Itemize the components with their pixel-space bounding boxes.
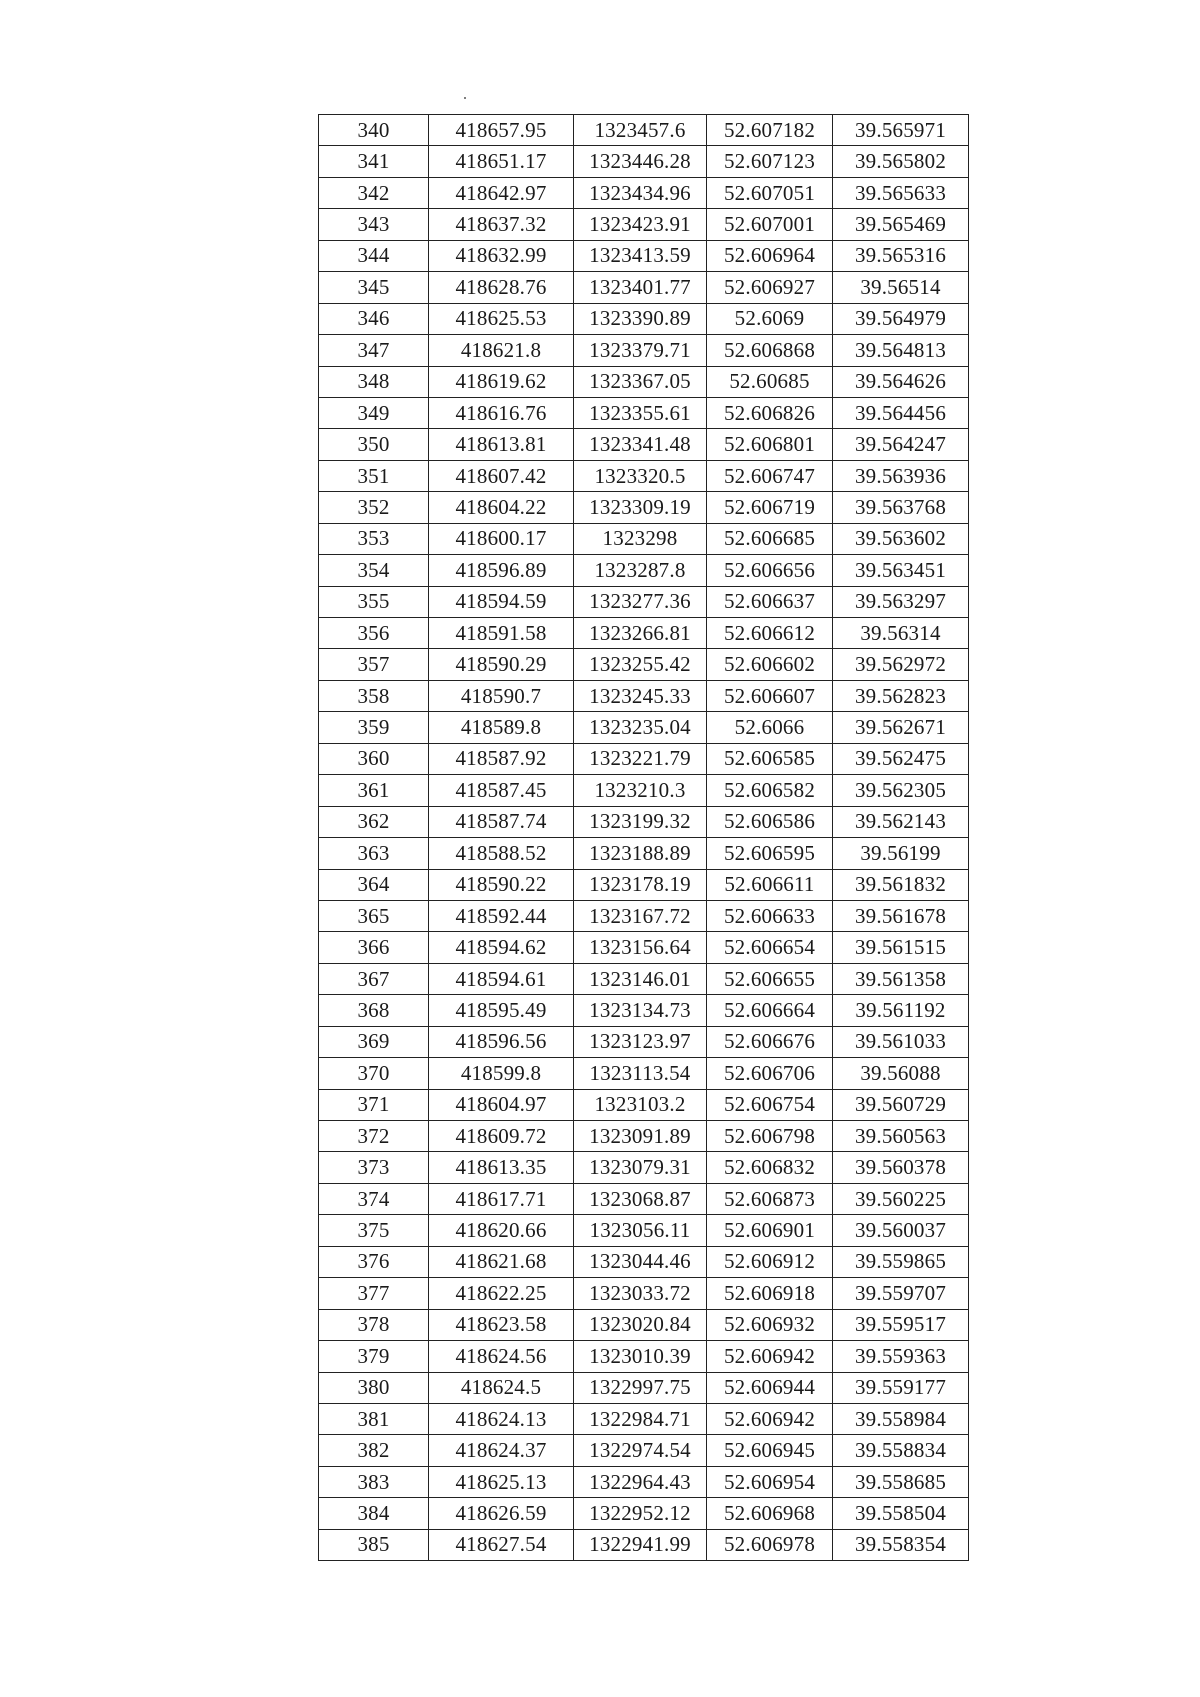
latitude-cell: 52.607001 [707, 209, 833, 240]
table-row [319, 1466, 969, 1497]
point-number-cell: 343 [319, 209, 429, 240]
latitude-cell: 52.607051 [707, 177, 833, 208]
point-number-cell: 353 [319, 523, 429, 554]
latitude-cell: 52.606602 [707, 649, 833, 680]
coordinates-table [318, 114, 969, 1561]
x-coordinate-cell: 418627.54 [429, 1529, 574, 1560]
point-number-cell: 384 [319, 1498, 429, 1529]
table-row [319, 1121, 969, 1152]
y-coordinate-cell: 1322941.99 [574, 1529, 707, 1560]
x-coordinate-cell: 418620.66 [429, 1215, 574, 1246]
latitude-cell: 52.606901 [707, 1215, 833, 1246]
latitude-cell: 52.606918 [707, 1278, 833, 1309]
table-row [319, 806, 969, 837]
latitude-cell: 52.606637 [707, 586, 833, 617]
table-row [319, 1089, 969, 1120]
latitude-cell: 52.606868 [707, 335, 833, 366]
y-coordinate-cell: 1323320.5 [574, 460, 707, 491]
longitude-cell: 39.562972 [833, 649, 969, 680]
table-row [319, 649, 969, 680]
table-row [319, 1498, 969, 1529]
x-coordinate-cell: 418594.59 [429, 586, 574, 617]
point-number-cell: 356 [319, 618, 429, 649]
table-row [319, 115, 969, 146]
y-coordinate-cell: 1323103.2 [574, 1089, 707, 1120]
y-coordinate-cell: 1323355.61 [574, 397, 707, 428]
y-coordinate-cell: 1323277.36 [574, 586, 707, 617]
y-coordinate-cell: 1323266.81 [574, 618, 707, 649]
x-coordinate-cell: 418642.97 [429, 177, 574, 208]
x-coordinate-cell: 418604.22 [429, 492, 574, 523]
y-coordinate-cell: 1323113.54 [574, 1058, 707, 1089]
longitude-cell: 39.563768 [833, 492, 969, 523]
table-row [319, 1341, 969, 1372]
x-coordinate-cell: 418622.25 [429, 1278, 574, 1309]
y-coordinate-cell: 1323413.59 [574, 240, 707, 271]
point-number-cell: 358 [319, 680, 429, 711]
point-number-cell: 357 [319, 649, 429, 680]
point-number-cell: 363 [319, 838, 429, 869]
table-row [319, 492, 969, 523]
point-number-cell: 361 [319, 775, 429, 806]
table-row [319, 995, 969, 1026]
longitude-cell: 39.560225 [833, 1183, 969, 1214]
latitude-cell: 52.60685 [707, 366, 833, 397]
latitude-cell: 52.606656 [707, 555, 833, 586]
x-coordinate-cell: 418613.81 [429, 429, 574, 460]
point-number-cell: 380 [319, 1372, 429, 1403]
y-coordinate-cell: 1323255.42 [574, 649, 707, 680]
longitude-cell: 39.559865 [833, 1246, 969, 1277]
y-coordinate-cell: 1323134.73 [574, 995, 707, 1026]
y-coordinate-cell: 1323401.77 [574, 272, 707, 303]
longitude-cell: 39.561832 [833, 869, 969, 900]
x-coordinate-cell: 418632.99 [429, 240, 574, 271]
latitude-cell: 52.606585 [707, 743, 833, 774]
latitude-cell: 52.606798 [707, 1121, 833, 1152]
latitude-cell: 52.606978 [707, 1529, 833, 1560]
table-row [319, 869, 969, 900]
point-number-cell: 360 [319, 743, 429, 774]
x-coordinate-cell: 418617.71 [429, 1183, 574, 1214]
longitude-cell: 39.56514 [833, 272, 969, 303]
y-coordinate-cell: 1322997.75 [574, 1372, 707, 1403]
point-number-cell: 345 [319, 272, 429, 303]
longitude-cell: 39.563936 [833, 460, 969, 491]
y-coordinate-cell: 1323390.89 [574, 303, 707, 334]
latitude-cell: 52.606968 [707, 1498, 833, 1529]
longitude-cell: 39.56088 [833, 1058, 969, 1089]
table-row [319, 335, 969, 366]
x-coordinate-cell: 418623.58 [429, 1309, 574, 1340]
x-coordinate-cell: 418588.52 [429, 838, 574, 869]
y-coordinate-cell: 1323309.19 [574, 492, 707, 523]
y-coordinate-cell: 1323188.89 [574, 838, 707, 869]
y-coordinate-cell: 1322984.71 [574, 1403, 707, 1434]
x-coordinate-cell: 418587.92 [429, 743, 574, 774]
x-coordinate-cell: 418624.13 [429, 1403, 574, 1434]
latitude-cell: 52.606582 [707, 775, 833, 806]
x-coordinate-cell: 418596.56 [429, 1026, 574, 1057]
table-row [319, 240, 969, 271]
x-coordinate-cell: 418607.42 [429, 460, 574, 491]
x-coordinate-cell: 418587.74 [429, 806, 574, 837]
longitude-cell: 39.558834 [833, 1435, 969, 1466]
x-coordinate-cell: 418599.8 [429, 1058, 574, 1089]
latitude-cell: 52.606954 [707, 1466, 833, 1497]
x-coordinate-cell: 418591.58 [429, 618, 574, 649]
latitude-cell: 52.606832 [707, 1152, 833, 1183]
latitude-cell: 52.606612 [707, 618, 833, 649]
point-number-cell: 348 [319, 366, 429, 397]
y-coordinate-cell: 1323199.32 [574, 806, 707, 837]
point-number-cell: 350 [319, 429, 429, 460]
longitude-cell: 39.563451 [833, 555, 969, 586]
y-coordinate-cell: 1323156.64 [574, 932, 707, 963]
x-coordinate-cell: 418590.29 [429, 649, 574, 680]
longitude-cell: 39.562823 [833, 680, 969, 711]
point-number-cell: 341 [319, 146, 429, 177]
longitude-cell: 39.564247 [833, 429, 969, 460]
point-number-cell: 374 [319, 1183, 429, 1214]
latitude-cell: 52.6069 [707, 303, 833, 334]
y-coordinate-cell: 1323079.31 [574, 1152, 707, 1183]
latitude-cell: 52.606932 [707, 1309, 833, 1340]
coordinates-table-body [319, 115, 969, 1561]
table-row [319, 838, 969, 869]
point-number-cell: 340 [319, 115, 429, 146]
table-row [319, 209, 969, 240]
y-coordinate-cell: 1322952.12 [574, 1498, 707, 1529]
point-number-cell: 354 [319, 555, 429, 586]
latitude-cell: 52.606927 [707, 272, 833, 303]
x-coordinate-cell: 418613.35 [429, 1152, 574, 1183]
longitude-cell: 39.559517 [833, 1309, 969, 1340]
latitude-cell: 52.606944 [707, 1372, 833, 1403]
x-coordinate-cell: 418595.49 [429, 995, 574, 1026]
longitude-cell: 39.563602 [833, 523, 969, 554]
x-coordinate-cell: 418609.72 [429, 1121, 574, 1152]
latitude-cell: 52.606873 [707, 1183, 833, 1214]
latitude-cell: 52.606719 [707, 492, 833, 523]
table-row [319, 177, 969, 208]
y-coordinate-cell: 1323235.04 [574, 712, 707, 743]
point-number-cell: 366 [319, 932, 429, 963]
y-coordinate-cell: 1322974.54 [574, 1435, 707, 1466]
point-number-cell: 383 [319, 1466, 429, 1497]
point-number-cell: 371 [319, 1089, 429, 1120]
point-number-cell: 370 [319, 1058, 429, 1089]
table-row [319, 1309, 969, 1340]
longitude-cell: 39.559177 [833, 1372, 969, 1403]
point-number-cell: 375 [319, 1215, 429, 1246]
point-number-cell: 379 [319, 1341, 429, 1372]
longitude-cell: 39.565469 [833, 209, 969, 240]
scan-speck [464, 97, 466, 99]
latitude-cell: 52.606912 [707, 1246, 833, 1277]
x-coordinate-cell: 418604.97 [429, 1089, 574, 1120]
point-number-cell: 364 [319, 869, 429, 900]
table-row [319, 1529, 969, 1560]
latitude-cell: 52.607182 [707, 115, 833, 146]
table-row [319, 272, 969, 303]
table-row [319, 366, 969, 397]
point-number-cell: 342 [319, 177, 429, 208]
y-coordinate-cell: 1323068.87 [574, 1183, 707, 1214]
y-coordinate-cell: 1323146.01 [574, 963, 707, 994]
y-coordinate-cell: 1323341.48 [574, 429, 707, 460]
y-coordinate-cell: 1323056.11 [574, 1215, 707, 1246]
longitude-cell: 39.558354 [833, 1529, 969, 1560]
x-coordinate-cell: 418592.44 [429, 900, 574, 931]
table-row [319, 1278, 969, 1309]
table-row [319, 429, 969, 460]
point-number-cell: 351 [319, 460, 429, 491]
latitude-cell: 52.606942 [707, 1403, 833, 1434]
table-row [319, 1026, 969, 1057]
y-coordinate-cell: 1323457.6 [574, 115, 707, 146]
latitude-cell: 52.606747 [707, 460, 833, 491]
longitude-cell: 39.558685 [833, 1466, 969, 1497]
y-coordinate-cell: 1323298 [574, 523, 707, 554]
latitude-cell: 52.606595 [707, 838, 833, 869]
x-coordinate-cell: 418624.37 [429, 1435, 574, 1466]
latitude-cell: 52.606633 [707, 900, 833, 931]
point-number-cell: 359 [319, 712, 429, 743]
latitude-cell: 52.607123 [707, 146, 833, 177]
point-number-cell: 368 [319, 995, 429, 1026]
latitude-cell: 52.6066 [707, 712, 833, 743]
longitude-cell: 39.562143 [833, 806, 969, 837]
point-number-cell: 367 [319, 963, 429, 994]
x-coordinate-cell: 418657.95 [429, 115, 574, 146]
x-coordinate-cell: 418637.32 [429, 209, 574, 240]
longitude-cell: 39.562671 [833, 712, 969, 743]
y-coordinate-cell: 1323367.05 [574, 366, 707, 397]
table-row [319, 460, 969, 491]
table-row [319, 932, 969, 963]
x-coordinate-cell: 418651.17 [429, 146, 574, 177]
point-number-cell: 376 [319, 1246, 429, 1277]
point-number-cell: 369 [319, 1026, 429, 1057]
y-coordinate-cell: 1323287.8 [574, 555, 707, 586]
latitude-cell: 52.606754 [707, 1089, 833, 1120]
x-coordinate-cell: 418624.5 [429, 1372, 574, 1403]
longitude-cell: 39.564813 [833, 335, 969, 366]
latitude-cell: 52.606664 [707, 995, 833, 1026]
point-number-cell: 365 [319, 900, 429, 931]
point-number-cell: 347 [319, 335, 429, 366]
x-coordinate-cell: 418594.61 [429, 963, 574, 994]
y-coordinate-cell: 1323010.39 [574, 1341, 707, 1372]
latitude-cell: 52.606611 [707, 869, 833, 900]
longitude-cell: 39.565802 [833, 146, 969, 177]
y-coordinate-cell: 1323123.97 [574, 1026, 707, 1057]
latitude-cell: 52.606607 [707, 680, 833, 711]
longitude-cell: 39.560037 [833, 1215, 969, 1246]
x-coordinate-cell: 418626.59 [429, 1498, 574, 1529]
longitude-cell: 39.565633 [833, 177, 969, 208]
x-coordinate-cell: 418619.62 [429, 366, 574, 397]
longitude-cell: 39.560378 [833, 1152, 969, 1183]
table-row [319, 1372, 969, 1403]
latitude-cell: 52.606801 [707, 429, 833, 460]
table-row [319, 1152, 969, 1183]
longitude-cell: 39.560729 [833, 1089, 969, 1120]
y-coordinate-cell: 1323044.46 [574, 1246, 707, 1277]
x-coordinate-cell: 418621.68 [429, 1246, 574, 1277]
longitude-cell: 39.56314 [833, 618, 969, 649]
y-coordinate-cell: 1322964.43 [574, 1466, 707, 1497]
longitude-cell: 39.560563 [833, 1121, 969, 1152]
x-coordinate-cell: 418590.22 [429, 869, 574, 900]
latitude-cell: 52.606942 [707, 1341, 833, 1372]
table-row [319, 743, 969, 774]
y-coordinate-cell: 1323210.3 [574, 775, 707, 806]
table-row [319, 555, 969, 586]
table-row [319, 303, 969, 334]
table-row [319, 523, 969, 554]
x-coordinate-cell: 418625.53 [429, 303, 574, 334]
point-number-cell: 373 [319, 1152, 429, 1183]
y-coordinate-cell: 1323091.89 [574, 1121, 707, 1152]
latitude-cell: 52.606655 [707, 963, 833, 994]
longitude-cell: 39.565316 [833, 240, 969, 271]
table-row [319, 712, 969, 743]
x-coordinate-cell: 418600.17 [429, 523, 574, 554]
longitude-cell: 39.561678 [833, 900, 969, 931]
point-number-cell: 362 [319, 806, 429, 837]
table-row [319, 900, 969, 931]
longitude-cell: 39.563297 [833, 586, 969, 617]
table-row [319, 146, 969, 177]
x-coordinate-cell: 418616.76 [429, 397, 574, 428]
latitude-cell: 52.606685 [707, 523, 833, 554]
latitude-cell: 52.606945 [707, 1435, 833, 1466]
longitude-cell: 39.565971 [833, 115, 969, 146]
point-number-cell: 372 [319, 1121, 429, 1152]
x-coordinate-cell: 418628.76 [429, 272, 574, 303]
x-coordinate-cell: 418621.8 [429, 335, 574, 366]
latitude-cell: 52.606826 [707, 397, 833, 428]
longitude-cell: 39.561033 [833, 1026, 969, 1057]
latitude-cell: 52.606706 [707, 1058, 833, 1089]
longitude-cell: 39.561515 [833, 932, 969, 963]
point-number-cell: 344 [319, 240, 429, 271]
longitude-cell: 39.558984 [833, 1403, 969, 1434]
table-row [319, 1215, 969, 1246]
point-number-cell: 378 [319, 1309, 429, 1340]
longitude-cell: 39.56199 [833, 838, 969, 869]
table-row [319, 1183, 969, 1214]
y-coordinate-cell: 1323446.28 [574, 146, 707, 177]
table-row [319, 1403, 969, 1434]
y-coordinate-cell: 1323033.72 [574, 1278, 707, 1309]
y-coordinate-cell: 1323423.91 [574, 209, 707, 240]
x-coordinate-cell: 418590.7 [429, 680, 574, 711]
table-row [319, 1246, 969, 1277]
point-number-cell: 355 [319, 586, 429, 617]
point-number-cell: 349 [319, 397, 429, 428]
y-coordinate-cell: 1323434.96 [574, 177, 707, 208]
longitude-cell: 39.559363 [833, 1341, 969, 1372]
longitude-cell: 39.562475 [833, 743, 969, 774]
y-coordinate-cell: 1323221.79 [574, 743, 707, 774]
point-number-cell: 385 [319, 1529, 429, 1560]
table-row [319, 397, 969, 428]
point-number-cell: 382 [319, 1435, 429, 1466]
x-coordinate-cell: 418587.45 [429, 775, 574, 806]
table-row [319, 618, 969, 649]
point-number-cell: 352 [319, 492, 429, 523]
table-row [319, 963, 969, 994]
longitude-cell: 39.559707 [833, 1278, 969, 1309]
table-row [319, 775, 969, 806]
x-coordinate-cell: 418624.56 [429, 1341, 574, 1372]
point-number-cell: 377 [319, 1278, 429, 1309]
table-row [319, 1058, 969, 1089]
point-number-cell: 381 [319, 1403, 429, 1434]
y-coordinate-cell: 1323178.19 [574, 869, 707, 900]
y-coordinate-cell: 1323167.72 [574, 900, 707, 931]
longitude-cell: 39.564979 [833, 303, 969, 334]
point-number-cell: 346 [319, 303, 429, 334]
x-coordinate-cell: 418589.8 [429, 712, 574, 743]
x-coordinate-cell: 418596.89 [429, 555, 574, 586]
y-coordinate-cell: 1323020.84 [574, 1309, 707, 1340]
table-row [319, 680, 969, 711]
x-coordinate-cell: 418594.62 [429, 932, 574, 963]
longitude-cell: 39.558504 [833, 1498, 969, 1529]
longitude-cell: 39.562305 [833, 775, 969, 806]
y-coordinate-cell: 1323245.33 [574, 680, 707, 711]
latitude-cell: 52.606676 [707, 1026, 833, 1057]
longitude-cell: 39.561192 [833, 995, 969, 1026]
longitude-cell: 39.564626 [833, 366, 969, 397]
latitude-cell: 52.606586 [707, 806, 833, 837]
x-coordinate-cell: 418625.13 [429, 1466, 574, 1497]
longitude-cell: 39.564456 [833, 397, 969, 428]
longitude-cell: 39.561358 [833, 963, 969, 994]
table-row [319, 586, 969, 617]
latitude-cell: 52.606654 [707, 932, 833, 963]
table-row [319, 1435, 969, 1466]
y-coordinate-cell: 1323379.71 [574, 335, 707, 366]
latitude-cell: 52.606964 [707, 240, 833, 271]
